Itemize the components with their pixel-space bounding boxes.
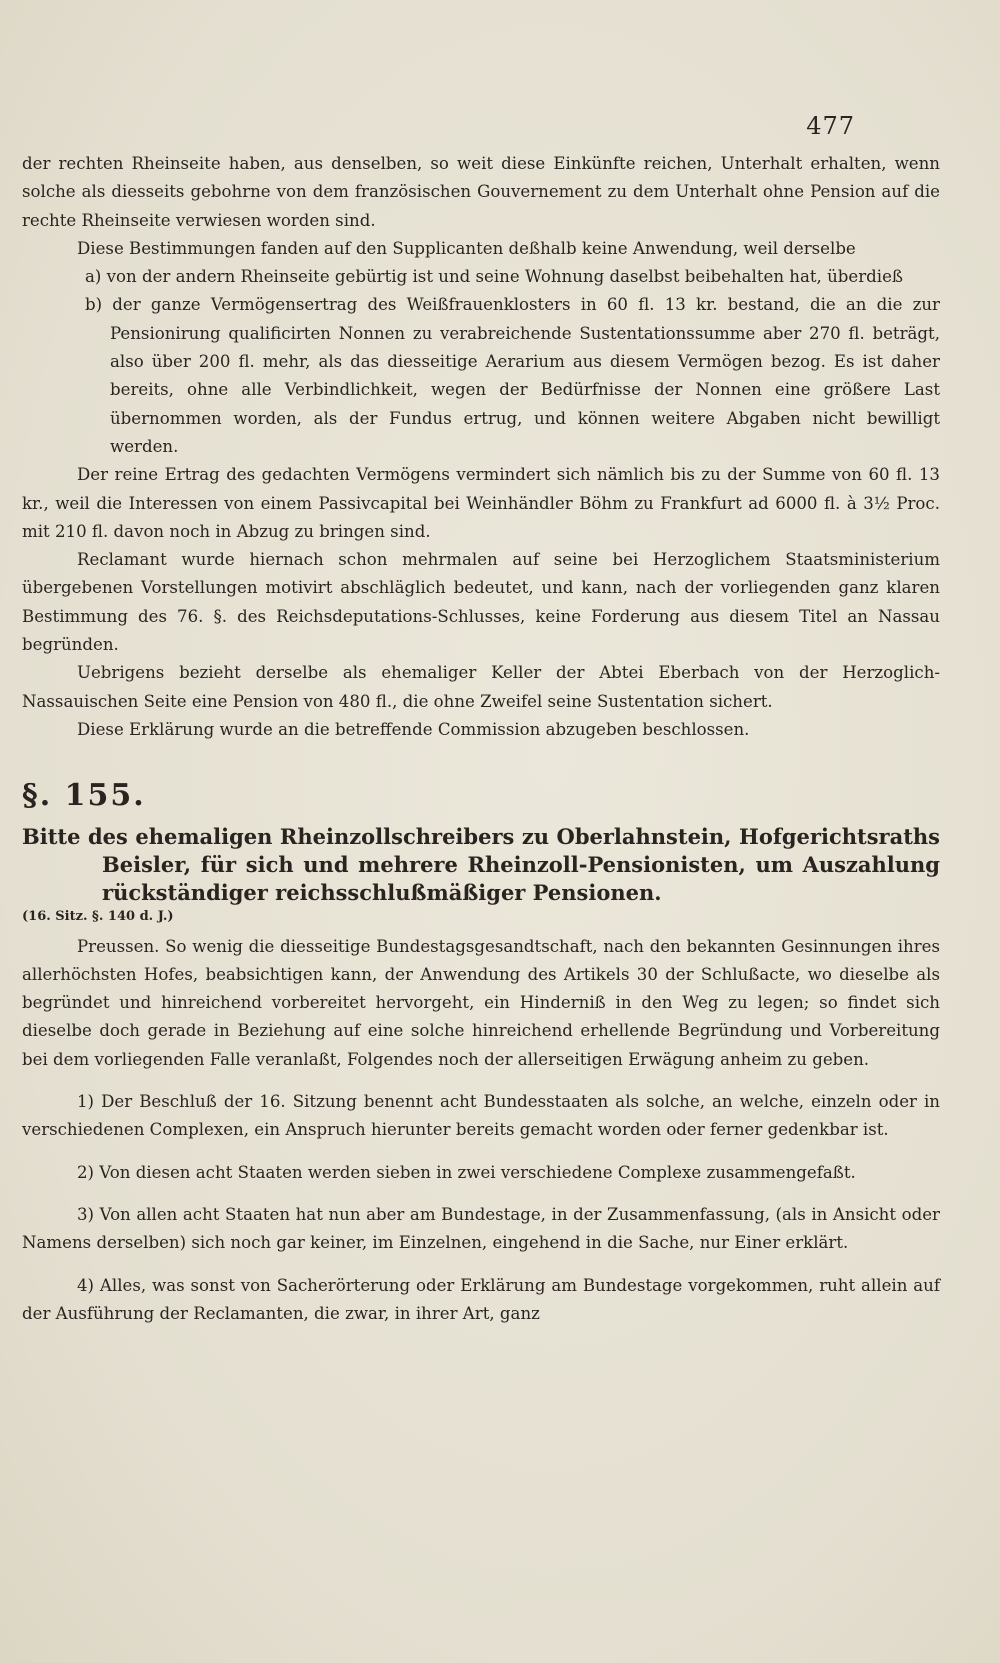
paragraph: Uebrigens bezieht derselbe als ehemaliger Keller der Abtei Eberbach von der Herzoglich-Nassauischen Seite eine Pension von 480 fl., die ohne Zweifel seine Sustentation sichert. [22,663,940,711]
paragraph: Reclamant wurde hiernach schon mehrmalen auf seine bei Herzoglichem Staatsministerium übergebenen Vorstellungen motivirt abschläglich bedeutet, und kann, nach der vorliegenden ganz klaren Bestimmung des 76. §. des Reichsdeputations-Schlusses, keine Forderung aus diesem Titel an Nassau begründen. [22,550,940,655]
list-item-b: b) der ganze Vermögensertrag des Weißfrauenklosters in 60 fl. 13 kr. bestand, die an die zur Pensionirung qualificirten Nonnen zu verabreichende Sustentationssumme aber 270 fl. beträgt, also über 200 fl. mehr, als das diesseitige Aerarium aus diesem Vermögen bezog. Es ist daher bereits, ohne alle Verbindlichkeit, wegen der Bedürfnisse der Nonnen eine größere Last übernommen worden, als der Fundus ertrug, und können weitere Abgaben nicht bewilligt werden. [85,295,940,456]
numbered-item: 4) Alles, was sonst von Sacherörterung oder Erklärung am Bundestage vorgekommen, ruht allein auf der Ausführung der Reclamanten, die zwar, in ihrer Art, ganz [22,1275,940,1323]
paragraph: der rechten Rheinseite haben, aus denselben, so weit diese Einkünfte reichen, Unterhalt erhalten, wenn solche als diesseits gebohrne von dem französischen Gouvernement zu dem Unterhalt ohne Pension auf die rechte Rheinseite verwiesen worden sind. [22,154,940,230]
section-heading: Bitte des ehemaligen Rheinzollschreibers zu Oberlahnstein, Hofgerichtsraths Beisler, für sich und mehrere Rheinzoll-Pensionisten, um Auszahlung rückständiger reichsschlußmäßiger Pensionen. [22,823,940,905]
paragraph: Der reine Ertrag des gedachten Vermögens vermindert sich nämlich bis zu der Summe von 60 fl. 13 kr., weil die Interessen von einem Passivcapital bei Weinhändler Böhm zu Frankfurt ad 6000 fl. à 3½ Proc. mit 210 fl. davon noch in Abzug zu bringen sind. [22,465,940,541]
section-number: §. 155. [22,778,146,814]
paragraph: Preussen. So wenig die diesseitige Bundestagsgesandtschaft, nach den bekannten Gesinnungen ihres allerhöchsten Hofes, beabsichtigen kann, der Anwendung des Artikels 30 der Schlußacte, wo dieselbe als begründet und hinreichend vorbereitet hervorgeht, ein Hinderniß in den Weg zu legen; so findet sich dieselbe doch gerade in Beziehung auf eine solche hinreichend erhellende Begründung und Vorbereitung bei dem vorliegenden Falle veranlaßt, Folgendes noch der allerseitigen Erwägung anheim zu geben. [22,936,940,1069]
numbered-item: 2) Von diesen acht Staaten werden sieben in zwei verschiedene Complexe zusammengefaßt. [77,1162,856,1182]
page-number: 477 [806,112,855,140]
paragraph: Diese Erklärung wurde an die betreffende Commission abzugeben beschlossen. [77,719,750,739]
numbered-item: 3) Von allen acht Staaten hat nun aber am Bundestage, in der Zusammenfassung, (als in Ansicht oder Namens derselben) sich noch gar keiner, im Einzelnen, eingehend in die Sache, nur Einer erklärt. [22,1204,940,1253]
paragraph: Diese Bestimmungen fanden auf den Supplicanten deßhalb keine Anwendung, weil derselbe [77,238,856,258]
document-body [22,150,940,1328]
numbered-item: 1) Der Beschluß der 16. Sitzung benennt acht Bundesstaaten als solche, an welche, einzeln oder in verschiedenen Complexen, ein Anspruch hierunter bereits gemacht worden oder ferner gedenkbar ist. [22,1092,940,1140]
section-reference: (16. Sitz. §. 140 d. J.) [22,908,174,924]
list-item-a: a) von der andern Rheinseite gebürtig ist und seine Wohnung daselbst beibehalten hat, überdieß [85,267,903,287]
